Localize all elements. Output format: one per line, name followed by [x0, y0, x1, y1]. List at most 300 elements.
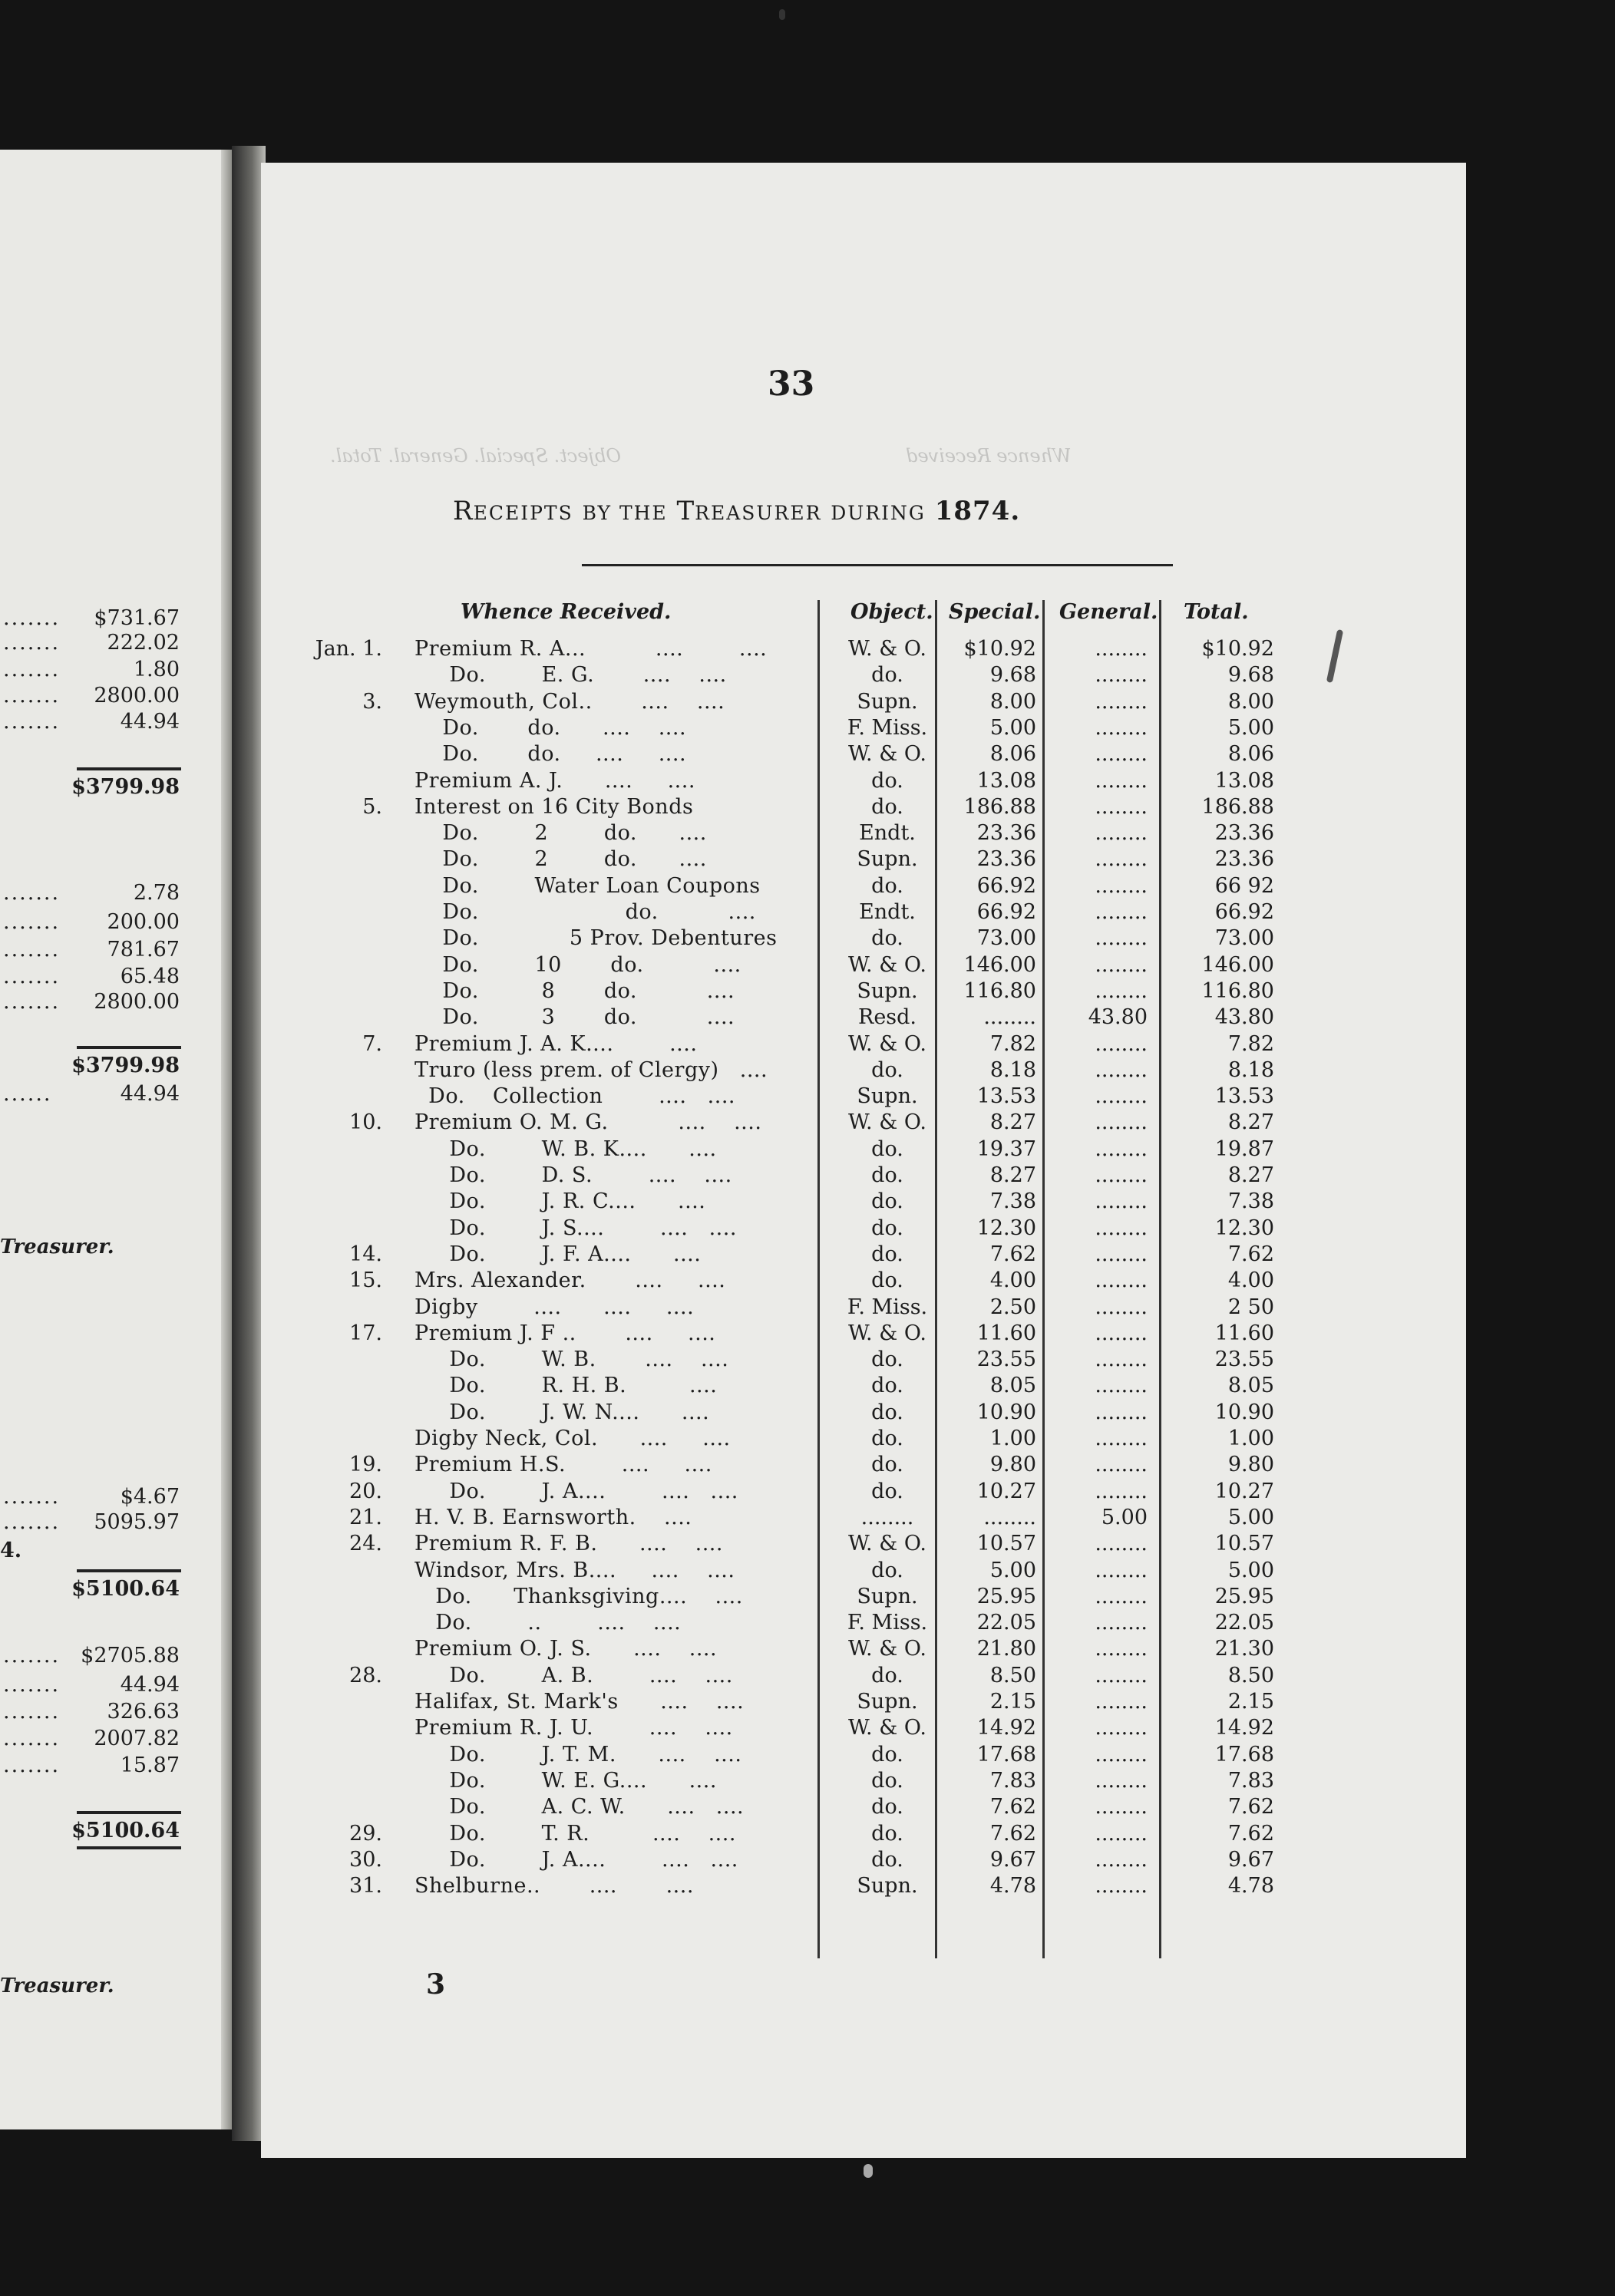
- row-whence-received: Premium R. A... .... ....: [414, 637, 768, 661]
- row-total: 23.36: [1214, 821, 1274, 845]
- ledger-row: [0, 1110, 1458, 1136]
- row-general: ........: [1095, 716, 1148, 740]
- row-total: 9.80: [1227, 1453, 1274, 1476]
- row-whence-received: Do. J. W. N.... ....: [414, 1400, 710, 1424]
- ledger-row: [0, 1084, 1458, 1110]
- row-whence-received: Do. E. G. .... ....: [414, 663, 727, 687]
- row-general: ........: [1095, 742, 1148, 766]
- header-whence-received: Whence Received.: [461, 600, 672, 624]
- row-general: ........: [1095, 1374, 1148, 1397]
- row-object: Supn.: [857, 979, 918, 1003]
- row-special: 8.50: [989, 1664, 1036, 1687]
- row-object: do.: [871, 1664, 903, 1687]
- left-amount: 2.78: [133, 881, 180, 905]
- left-leader-dots: .......: [3, 658, 61, 681]
- left-amount: 44.94: [120, 1673, 180, 1697]
- left-amount: $2705.88: [81, 1644, 180, 1668]
- row-object: W. & O.: [848, 1032, 926, 1056]
- row-whence-received: Digby .... .... ....: [414, 1295, 695, 1319]
- row-special: 10.90: [976, 1400, 1036, 1424]
- row-whence-received: Halifax, St. Mark's .... ....: [414, 1690, 745, 1714]
- row-object: do.: [871, 1743, 903, 1767]
- row-whence-received: Premium J. A. K.... ....: [414, 1032, 698, 1056]
- row-date: 29.: [349, 1822, 382, 1846]
- row-total: 66 92: [1214, 874, 1274, 898]
- left-leader-dots: .......: [3, 631, 61, 655]
- left-amount: $5100.64: [71, 1577, 180, 1601]
- row-total: 4.00: [1227, 1268, 1274, 1292]
- title-word-by-the: BY THE: [582, 502, 668, 524]
- row-date: Jan. 1.: [315, 637, 382, 661]
- row-object: W. & O.: [848, 1716, 926, 1740]
- row-total: 19.87: [1214, 1137, 1274, 1161]
- ledger-row: [0, 1032, 1458, 1058]
- row-total: 8.00: [1227, 690, 1274, 714]
- left-treasurer-label-2: Treasurer.: [0, 1974, 114, 1997]
- title-word-receipts: ECEIPTS: [473, 502, 573, 524]
- row-general: ........: [1095, 1427, 1148, 1450]
- left-amount: $731.67: [94, 606, 180, 630]
- row-object: do.: [871, 1242, 903, 1266]
- row-total: 23.55: [1214, 1348, 1274, 1371]
- row-special: 8.05: [989, 1374, 1036, 1397]
- row-object: do.: [871, 1559, 903, 1582]
- row-general: ........: [1095, 1321, 1148, 1345]
- row-general: ........: [1095, 1348, 1148, 1371]
- row-whence-received: Do. 8 do. ....: [414, 979, 735, 1003]
- row-special: 8.27: [989, 1110, 1036, 1134]
- row-total: 13.08: [1214, 769, 1274, 793]
- row-date: 20.: [349, 1480, 382, 1503]
- row-general: ........: [1095, 795, 1148, 819]
- row-whence-received: H. V. B. Earnsworth. ....: [414, 1506, 692, 1529]
- row-general: ........: [1095, 953, 1148, 977]
- row-total: 8.50: [1227, 1664, 1274, 1687]
- row-whence-received: Premium O. M. G. .... ....: [414, 1110, 762, 1134]
- row-general: ........: [1095, 1110, 1148, 1134]
- row-special: 21.80: [976, 1637, 1036, 1661]
- left-amount: $3799.98: [71, 1054, 180, 1077]
- row-special: 8.18: [989, 1058, 1036, 1082]
- left-amount: 781.67: [107, 938, 180, 962]
- footer-mark: 3: [426, 1968, 446, 2001]
- row-general: ........: [1095, 926, 1148, 950]
- row-total: 25.95: [1214, 1585, 1274, 1608]
- left-amount: 2800.00: [94, 990, 180, 1014]
- row-whence-received: Do. 10 do. ....: [414, 953, 741, 977]
- ledger-row: [0, 1427, 1458, 1453]
- row-total: 11.60: [1214, 1321, 1274, 1345]
- row-general: ........: [1095, 1743, 1148, 1767]
- dust-speck: [779, 9, 785, 20]
- row-total: 8.06: [1227, 742, 1274, 766]
- row-object: F. Miss.: [847, 1295, 928, 1319]
- left-amount: 200.00: [107, 910, 180, 934]
- row-object: Supn.: [857, 847, 918, 871]
- row-whence-received: Windsor, Mrs. B.... .... ....: [414, 1559, 735, 1582]
- row-date: 17.: [349, 1321, 382, 1345]
- ledger-row: [0, 1400, 1458, 1427]
- row-special: ........: [983, 1506, 1036, 1529]
- row-whence-received: Interest on 16 City Bonds: [414, 795, 694, 819]
- row-total: 8.18: [1227, 1058, 1274, 1082]
- row-total: 14.92: [1214, 1716, 1274, 1740]
- row-total: 7.83: [1227, 1769, 1274, 1793]
- row-total: 17.68: [1214, 1743, 1274, 1767]
- row-special: 66.92: [976, 900, 1036, 924]
- row-date: 15.: [349, 1268, 382, 1292]
- left-leader-dots: .......: [3, 684, 61, 708]
- row-special: 9.80: [989, 1453, 1036, 1476]
- row-total: 9.68: [1227, 663, 1274, 687]
- row-total: $10.92: [1201, 637, 1274, 661]
- row-object: Supn.: [857, 1690, 918, 1714]
- row-object: do.: [871, 769, 903, 793]
- row-object: do.: [871, 1137, 903, 1161]
- row-whence-received: Do. T. R. .... ....: [414, 1822, 736, 1846]
- row-whence-received: Do. .. .... ....: [414, 1611, 682, 1635]
- ledger-row: [0, 1216, 1458, 1242]
- row-total: 5.00: [1227, 1559, 1274, 1582]
- left-amount: 65.48: [120, 965, 180, 988]
- row-total: 5.00: [1227, 1506, 1274, 1529]
- row-object: do.: [871, 1480, 903, 1503]
- row-total: 116.80: [1201, 979, 1274, 1003]
- row-whence-received: Do. J. F. A.... ....: [414, 1242, 702, 1266]
- row-general: ........: [1095, 1480, 1148, 1503]
- title-word-treasurer: REASURER: [695, 502, 822, 524]
- row-total: 9.67: [1227, 1848, 1274, 1872]
- row-special: 7.62: [989, 1822, 1036, 1846]
- row-total: 66.92: [1214, 900, 1274, 924]
- row-object: Endt.: [859, 900, 916, 924]
- row-total: 43.80: [1214, 1005, 1274, 1029]
- ledger-row: [0, 637, 1458, 663]
- row-general: ........: [1095, 1848, 1148, 1872]
- ledger-row: [0, 821, 1458, 847]
- row-general: ........: [1095, 979, 1148, 1003]
- bleed-through-text: Whence Received: [906, 445, 1072, 467]
- header-object: Object.: [850, 600, 933, 624]
- row-special: 2.15: [989, 1690, 1036, 1714]
- ledger-row: [0, 900, 1458, 926]
- row-object: Resd.: [857, 1005, 917, 1029]
- row-total: 10.57: [1214, 1532, 1274, 1555]
- ledger-row: [0, 1374, 1458, 1400]
- row-special: 2.50: [989, 1295, 1036, 1319]
- ledger-row: [0, 1795, 1458, 1821]
- row-special: ........: [983, 1005, 1036, 1029]
- row-total: 7.62: [1227, 1795, 1274, 1819]
- row-general: ........: [1095, 1084, 1148, 1108]
- ledger-row: [0, 1637, 1458, 1663]
- row-total: 73.00: [1214, 926, 1274, 950]
- row-object: do.: [871, 1427, 903, 1450]
- row-general: ........: [1095, 1058, 1148, 1082]
- row-total: 5.00: [1227, 716, 1274, 740]
- row-total: 7.62: [1227, 1822, 1274, 1846]
- row-total: 8.27: [1227, 1110, 1274, 1134]
- row-object: do.: [871, 663, 903, 687]
- row-total: 8.27: [1227, 1163, 1274, 1187]
- row-object: Supn.: [857, 690, 918, 714]
- left-leader-dots: .......: [3, 1753, 61, 1777]
- row-general: ........: [1095, 821, 1148, 845]
- row-general: 43.80: [1088, 1005, 1148, 1029]
- row-special: 22.05: [976, 1611, 1036, 1635]
- ledger-row: [0, 1611, 1458, 1637]
- row-special: 23.36: [976, 847, 1036, 871]
- row-whence-received: Do. Collection .... ....: [414, 1084, 735, 1108]
- title-initial-r: R: [453, 496, 474, 526]
- left-leader-dots: .......: [3, 881, 61, 905]
- row-object: do.: [871, 1795, 903, 1819]
- row-object: do.: [871, 1348, 903, 1371]
- row-special: 19.37: [976, 1137, 1036, 1161]
- ledger-row: [0, 1848, 1458, 1874]
- row-total: 2.15: [1227, 1690, 1274, 1714]
- row-object: do.: [871, 1400, 903, 1424]
- row-object: do.: [871, 1374, 903, 1397]
- row-object: do.: [871, 1453, 903, 1476]
- row-general: ........: [1095, 1716, 1148, 1740]
- row-object: do.: [871, 1058, 903, 1082]
- left-leader-dots: .......: [3, 606, 61, 630]
- header-general: General.: [1059, 600, 1158, 624]
- left-leader-dots: .......: [3, 990, 61, 1014]
- ledger-row: [0, 1690, 1458, 1716]
- row-object: do.: [871, 1163, 903, 1187]
- ledger-row: [0, 690, 1458, 716]
- left-amount: 222.02: [107, 631, 180, 655]
- ledger-row: [0, 1664, 1458, 1690]
- left-leader-dots: .......: [3, 910, 61, 934]
- left-fragment-label: 4.: [0, 1539, 22, 1562]
- ledger-row: [0, 979, 1458, 1005]
- ledger-row: [0, 1005, 1458, 1031]
- row-total: 21.30: [1214, 1637, 1274, 1661]
- row-general: ........: [1095, 1163, 1148, 1187]
- row-special: 4.78: [989, 1874, 1036, 1898]
- row-object: F. Miss.: [847, 716, 928, 740]
- row-whence-received: Do. R. H. B. ....: [414, 1374, 718, 1397]
- row-object: Supn.: [857, 1585, 918, 1608]
- row-whence-received: Truro (less prem. of Clergy) ....: [414, 1058, 768, 1082]
- row-special: 66.92: [976, 874, 1036, 898]
- row-general: ........: [1095, 1874, 1148, 1898]
- row-object: W. & O.: [848, 637, 926, 661]
- row-date: 28.: [349, 1664, 382, 1687]
- ledger-row: [0, 1743, 1458, 1769]
- row-special: 4.00: [989, 1268, 1036, 1292]
- row-special: 17.68: [976, 1743, 1036, 1767]
- left-amount: 326.63: [107, 1700, 180, 1724]
- row-whence-received: Do. J. R. C.... ....: [414, 1189, 706, 1213]
- left-amount: 1.80: [133, 658, 180, 681]
- row-whence-received: Mrs. Alexander. .... ....: [414, 1268, 726, 1292]
- row-whence-received: Do. W. B. K.... ....: [414, 1137, 717, 1161]
- row-object: W. & O.: [848, 1110, 926, 1134]
- row-general: ........: [1095, 874, 1148, 898]
- row-date: 21.: [349, 1506, 382, 1529]
- row-special: 23.36: [976, 821, 1036, 845]
- row-special: $10.92: [963, 637, 1036, 661]
- row-whence-received: Shelburne.. .... ....: [414, 1874, 694, 1898]
- row-special: 116.80: [963, 979, 1036, 1003]
- row-special: 7.82: [989, 1032, 1036, 1056]
- row-general: ........: [1095, 1216, 1148, 1240]
- row-general: ........: [1095, 769, 1148, 793]
- row-whence-received: Weymouth, Col.. .... ....: [414, 690, 725, 714]
- row-special: 12.30: [976, 1216, 1036, 1240]
- left-leader-dots: .......: [3, 1510, 61, 1534]
- left-amount: $5100.64: [71, 1819, 180, 1842]
- row-general: ........: [1095, 1032, 1148, 1056]
- ledger-row: [0, 769, 1458, 795]
- row-whence-received: Do. 2 do. ....: [414, 821, 707, 845]
- row-whence-received: Premium O. J. S. .... ....: [414, 1637, 718, 1661]
- ledger-row: [0, 1453, 1458, 1479]
- row-general: ........: [1095, 1295, 1148, 1319]
- row-whence-received: Do. J. S.... .... ....: [414, 1216, 737, 1240]
- row-total: 7.38: [1227, 1189, 1274, 1213]
- row-general: ........: [1095, 1637, 1148, 1661]
- row-object: W. & O.: [848, 1532, 926, 1555]
- ledger-row: [0, 1137, 1458, 1163]
- row-object: do.: [871, 1189, 903, 1213]
- row-whence-received: Do. A. B. .... ....: [414, 1664, 733, 1687]
- row-general: ........: [1095, 1585, 1148, 1608]
- ledger-row: [0, 1242, 1458, 1268]
- left-leader-dots: .......: [3, 965, 61, 988]
- row-date: 10.: [349, 1110, 382, 1134]
- row-special: 1.00: [989, 1427, 1036, 1450]
- row-general: ........: [1095, 1664, 1148, 1687]
- ledger-row: [0, 1506, 1458, 1532]
- row-special: 13.08: [976, 769, 1036, 793]
- row-total: 8.05: [1227, 1374, 1274, 1397]
- row-object: do.: [871, 926, 903, 950]
- row-date: 7.: [362, 1032, 382, 1056]
- row-object: W. & O.: [848, 953, 926, 977]
- row-whence-received: Premium R. F. B. .... ....: [414, 1532, 723, 1555]
- row-special: 11.60: [976, 1321, 1036, 1345]
- row-general: ........: [1095, 637, 1148, 661]
- row-general: ........: [1095, 1690, 1148, 1714]
- row-date: 30.: [349, 1848, 382, 1872]
- row-object: W. & O.: [848, 742, 926, 766]
- row-special: 10.57: [976, 1532, 1036, 1555]
- row-total: 7.82: [1227, 1032, 1274, 1056]
- ledger-row: [0, 1822, 1458, 1848]
- row-general: ........: [1095, 1137, 1148, 1161]
- left-leader-dots: .......: [3, 1673, 61, 1697]
- left-leader-dots: .......: [3, 1644, 61, 1668]
- row-whence-received: Do. W. E. G.... ....: [414, 1769, 717, 1793]
- row-date: 3.: [362, 690, 382, 714]
- row-general: ........: [1095, 1242, 1148, 1266]
- row-date: 31.: [349, 1874, 382, 1898]
- ledger-row: [0, 716, 1458, 742]
- left-amount: 2007.82: [94, 1727, 180, 1750]
- row-special: 5.00: [989, 716, 1036, 740]
- left-leader-dots: .......: [3, 1727, 61, 1750]
- row-whence-received: Do. Water Loan Coupons: [414, 874, 761, 898]
- row-whence-received: Do. 3 do. ....: [414, 1005, 735, 1029]
- row-object: do.: [871, 1268, 903, 1292]
- row-total: 7.62: [1227, 1242, 1274, 1266]
- left-amount: $4.67: [120, 1485, 180, 1509]
- ledger-row: [0, 1295, 1458, 1321]
- ledger-row: [0, 1163, 1458, 1189]
- row-total: 1.00: [1227, 1427, 1274, 1450]
- row-total: 4.78: [1227, 1874, 1274, 1898]
- title-initial-t: T: [676, 496, 695, 526]
- row-special: 146.00: [963, 953, 1036, 977]
- title-year: 1874.: [934, 496, 1021, 526]
- row-whence-received: Premium A. J. .... ....: [414, 769, 695, 793]
- ledger-row: [0, 1480, 1458, 1506]
- row-special: 73.00: [976, 926, 1036, 950]
- row-date: 19.: [349, 1453, 382, 1476]
- row-whence-received: Do. do. .... ....: [414, 716, 687, 740]
- row-whence-received: Do. A. C. W. .... ....: [414, 1795, 745, 1819]
- row-special: 8.00: [989, 690, 1036, 714]
- ledger-row: [0, 1716, 1458, 1742]
- row-object: do.: [871, 795, 903, 819]
- row-object: W. & O.: [848, 1637, 926, 1661]
- row-total: 10.90: [1214, 1400, 1274, 1424]
- ledger-row: [0, 1585, 1458, 1611]
- row-special: 9.68: [989, 663, 1036, 687]
- left-amount: $3799.98: [71, 775, 180, 799]
- ledger-row: [0, 1769, 1458, 1795]
- row-special: 23.55: [976, 1348, 1036, 1371]
- left-amount: 44.94: [120, 1082, 180, 1106]
- row-special: 25.95: [976, 1585, 1036, 1608]
- left-amount: 2800.00: [94, 684, 180, 708]
- left-leader-dots: ......: [3, 1082, 52, 1106]
- page-number: 33: [768, 365, 815, 404]
- row-special: 8.27: [989, 1163, 1036, 1187]
- row-whence-received: Do. 2 do. ....: [414, 847, 707, 871]
- ledger-row: [0, 1874, 1458, 1900]
- row-whence-received: Do. J. T. M. .... ....: [414, 1743, 742, 1767]
- row-whence-received: Do. J. A.... .... ....: [414, 1480, 738, 1503]
- row-general: ........: [1095, 1822, 1148, 1846]
- ledger-row: [0, 742, 1458, 768]
- row-general: ........: [1095, 1453, 1148, 1476]
- row-date: 24.: [349, 1532, 382, 1555]
- row-special: 186.88: [963, 795, 1036, 819]
- row-general: ........: [1095, 1400, 1148, 1424]
- left-amount: 5095.97: [94, 1510, 180, 1534]
- row-object: do.: [871, 1216, 903, 1240]
- ledger-row: [0, 874, 1458, 900]
- row-date: 14.: [349, 1242, 382, 1266]
- row-object: Endt.: [859, 821, 916, 845]
- row-object: Supn.: [857, 1874, 918, 1898]
- row-object: F. Miss.: [847, 1611, 928, 1635]
- row-general: ........: [1095, 1795, 1148, 1819]
- row-special: 8.06: [989, 742, 1036, 766]
- row-special: 10.27: [976, 1480, 1036, 1503]
- row-object: Supn.: [857, 1084, 918, 1108]
- row-general: ........: [1095, 690, 1148, 714]
- row-special: 5.00: [989, 1559, 1036, 1582]
- row-general: ........: [1095, 663, 1148, 687]
- left-leader-dots: .......: [3, 1700, 61, 1724]
